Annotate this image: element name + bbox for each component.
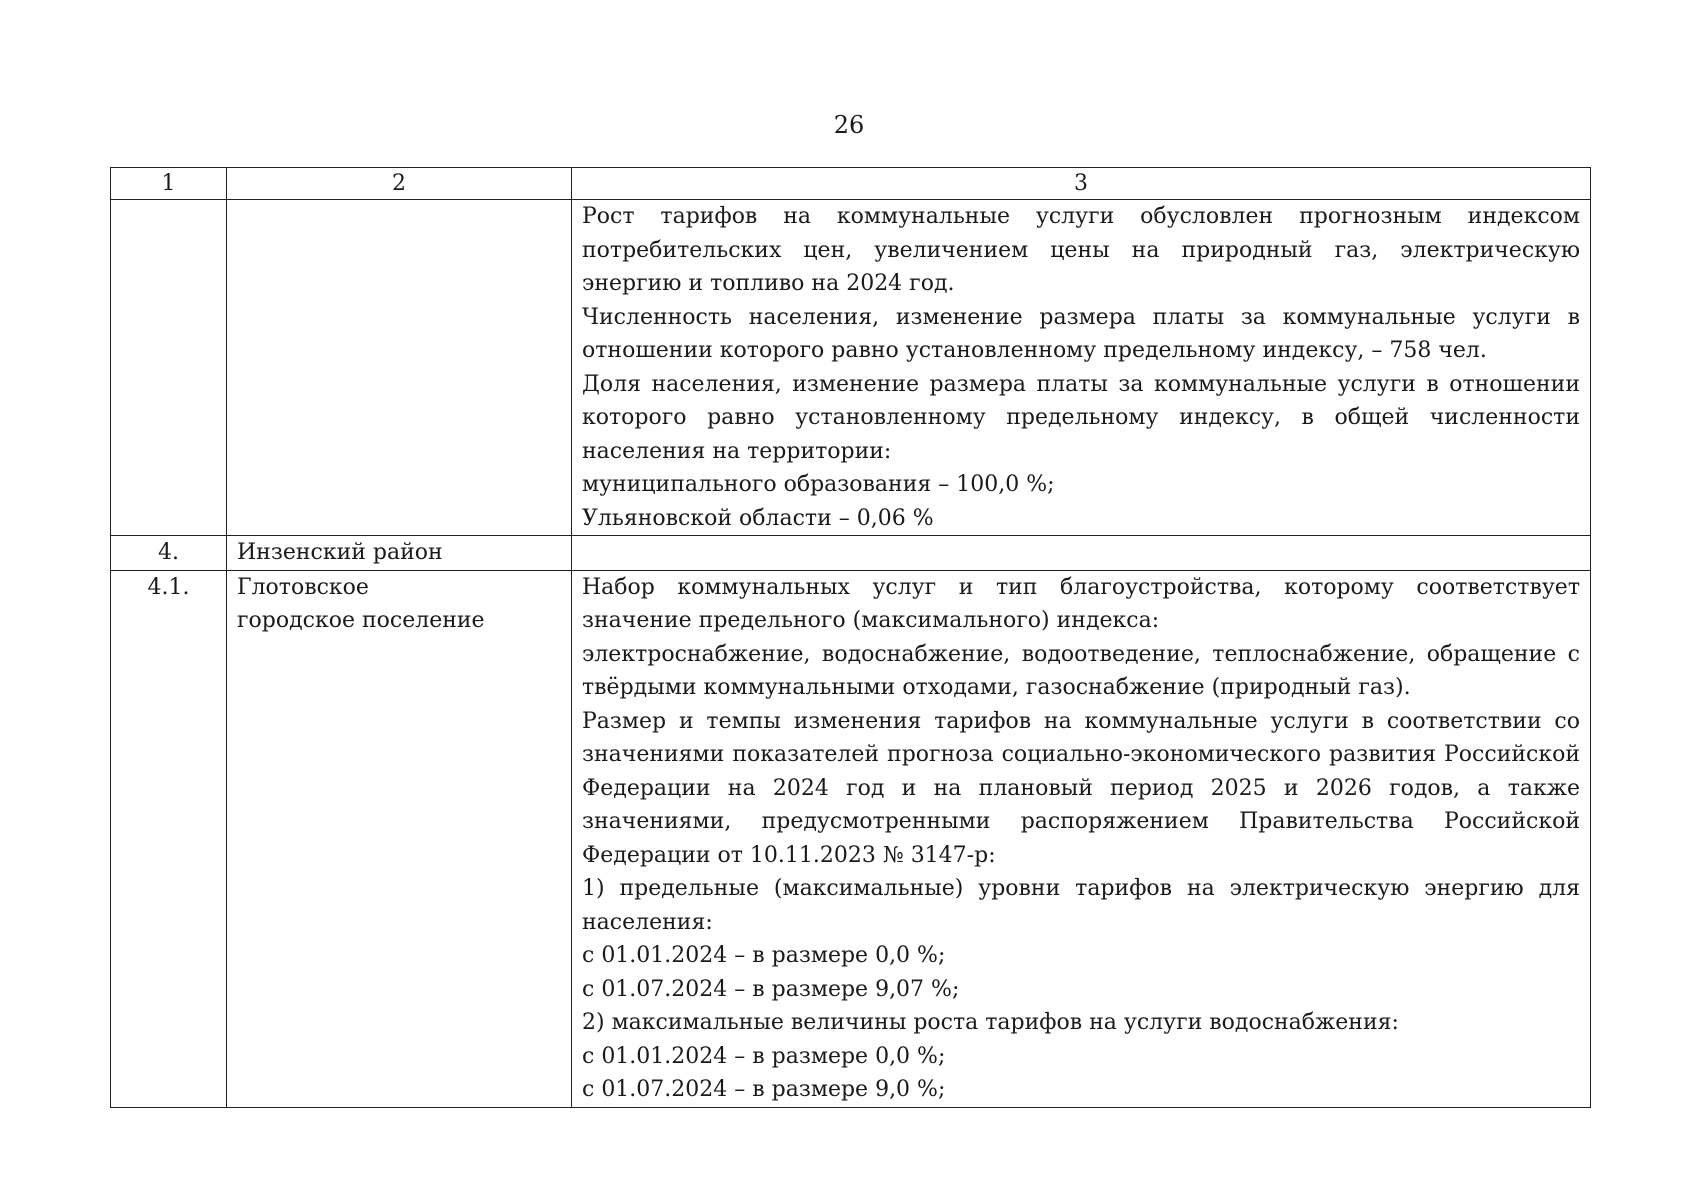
table-header-row — [111, 168, 1591, 200]
description-cell — [572, 536, 1591, 571]
paragraph: Численность населения, изменение размера платы за коммунальные услуги в отношении которого равно установленному предельному индексу, – 758 чел. — [582, 304, 1580, 363]
header-cell-1: 1 — [111, 168, 227, 200]
row-number — [111, 200, 227, 536]
tariff-table — [110, 167, 1591, 1108]
paragraph: Рост тарифов на коммунальные услуги обусловлен прогнозным индексом потребительских цен, увеличением цены на природный газ, электрическую энергию и топливо на 2024 год. — [582, 204, 1580, 296]
territory-name-line: Инзенский район — [237, 540, 443, 565]
paragraph: муниципального образования – 100,0 %; — [582, 472, 1055, 497]
territory-name-line: Глотовское — [237, 574, 369, 600]
table-row — [111, 570, 1591, 1107]
table-row — [111, 536, 1591, 571]
paragraph: Размер и темпы изменения тарифов на коммунальные услуги в соответствии со значениями показателей прогноза социально-экономического развития Российской Федерации на 2024 год и на плановый период 2025 и 2026 годов, а также значениями, предусмотренными распоряжением Правительства Российской Федерации от 10.11.2023 № 3147-р: — [582, 708, 1580, 868]
paragraph: 1) предельные (максимальные) уровни тарифов на электрическую энергию для населения: — [582, 876, 1580, 935]
page-number: 26 — [833, 111, 865, 139]
paragraph: с 01.01.2024 – в размере 0,0 %; — [582, 943, 946, 968]
row-number: 4.1. — [111, 570, 227, 1107]
paragraph: Ульяновской области – 0,06 % — [582, 505, 934, 531]
paragraph: 2) максимальные величины роста тарифов на услуги водоснабжения: — [582, 1010, 1399, 1035]
paragraph: Набор коммунальных услуг и тип благоустройства, которому соответствует значение предельного (максимального) индекса: — [582, 574, 1580, 633]
territory-name — [227, 570, 572, 1107]
row-number: 4. — [111, 536, 227, 571]
paragraph: Доля населения, изменение размера платы за коммунальные услуги в отношении которого равно установленному предельному индексу, в общей численности населения на территории: — [582, 371, 1580, 464]
paragraph: с 01.07.2024 – в размере 9,0 %; — [582, 1077, 946, 1102]
paragraph: с 01.01.2024 – в размере 0,0 %; — [582, 1043, 946, 1069]
paragraph: с 01.07.2024 – в размере 9,07 %; — [582, 976, 960, 1002]
paragraph: электроснабжение, водоснабжение, водоотведение, теплоснабжение, обращение с твёрдыми коммунальными отходами, газоснабжение (природный газ). — [582, 641, 1580, 700]
territory-name-line: городское поселение — [237, 608, 485, 633]
header-cell-3: 3 — [572, 168, 1591, 200]
header-cell-2: 2 — [227, 168, 572, 200]
description-cell — [572, 570, 1591, 1107]
table-row — [111, 200, 1591, 536]
territory-name — [227, 536, 572, 571]
territory-name — [227, 200, 572, 536]
description-cell — [572, 200, 1591, 536]
